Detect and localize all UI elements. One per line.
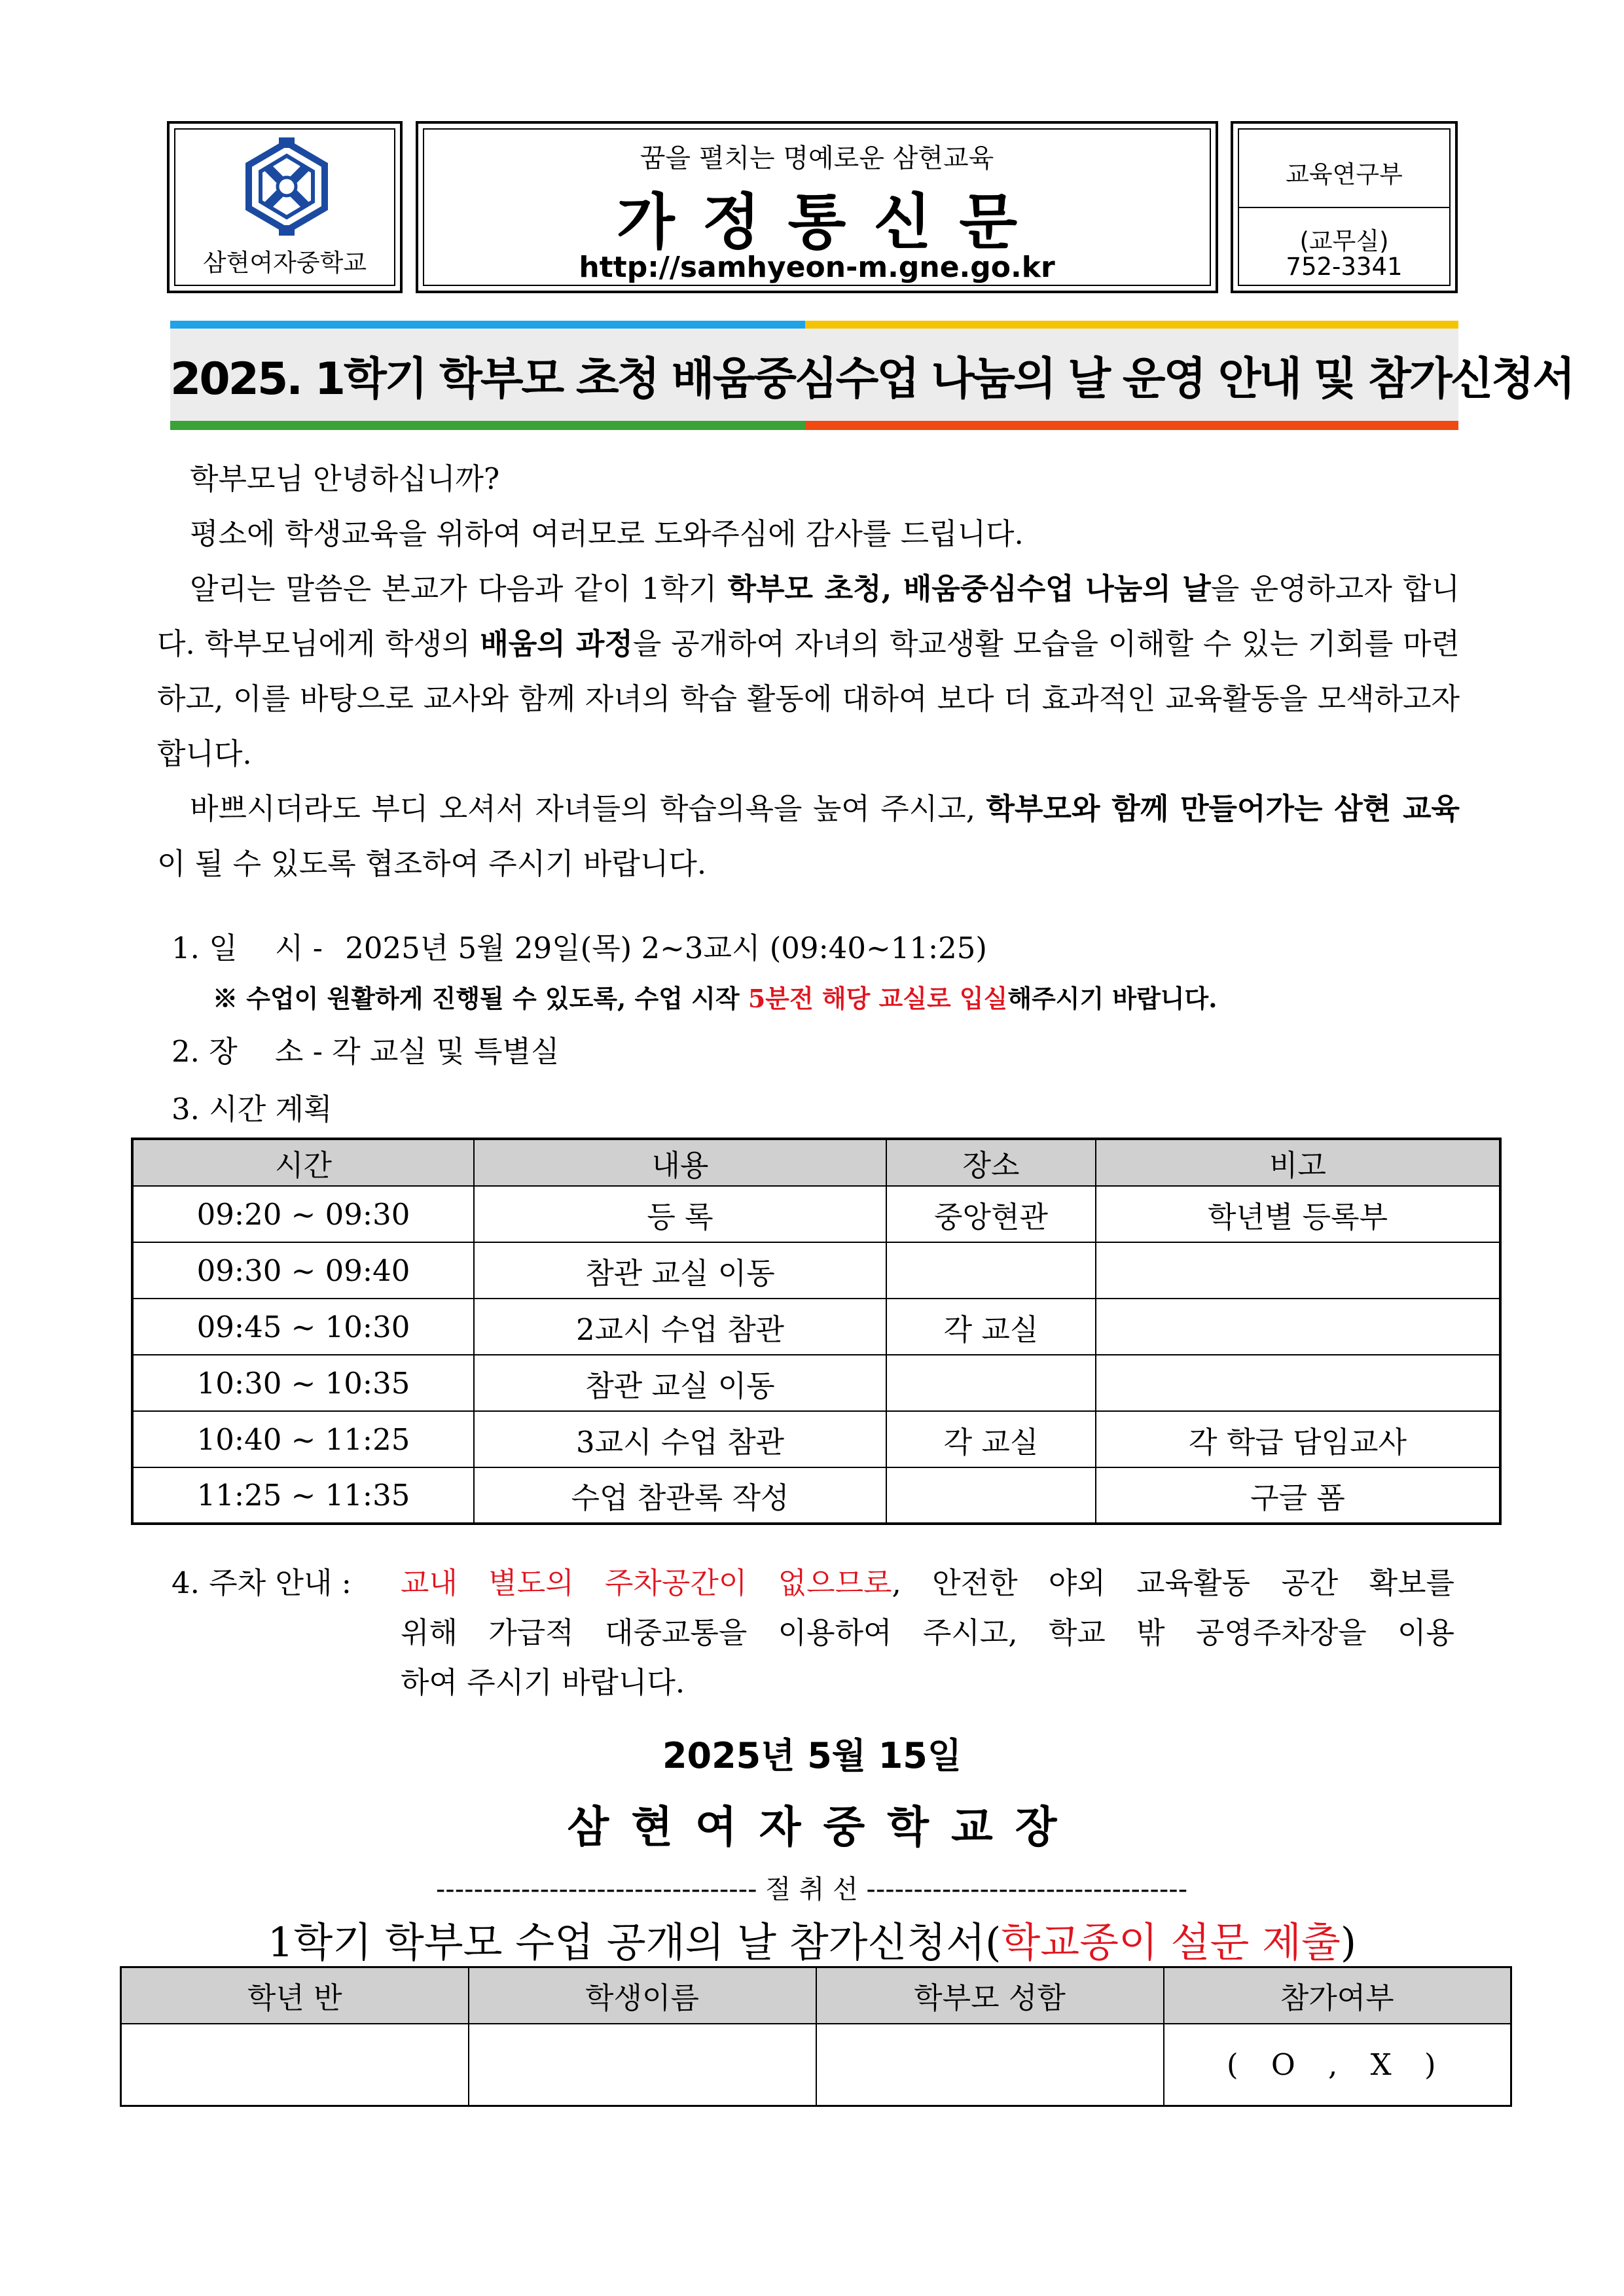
form-parent-name-field[interactable] (816, 2024, 1164, 2106)
table-row (132, 1299, 1500, 1355)
department-name: 교육연구부 (1286, 160, 1403, 188)
cell-time: 10:30 ~ 10:35 (132, 1355, 474, 1411)
issue-date: 2025년 5월 15일 (662, 1735, 962, 1776)
department-office: (교무실) (1299, 227, 1389, 255)
schedule-header-time: 시간 (132, 1139, 474, 1186)
item-date: 1. 일 시 - 2025년 5월 29일(목) 2~3교시 (09:40~11:25) (171, 931, 987, 965)
schedule-header-place: 장소 (886, 1139, 1096, 1186)
principal-name: 삼현여자중학교장 (567, 1802, 1079, 1852)
department-divider (1239, 207, 1449, 208)
school-name: 삼현여자중학교 (202, 249, 367, 277)
cell-place (886, 1467, 1096, 1524)
department-box (1231, 121, 1458, 293)
schedule-table (131, 1138, 1502, 1525)
form-header-class: 학년 반 (121, 1967, 469, 2024)
cell-content: 등 록 (474, 1186, 886, 1242)
form-header-student-name: 학생이름 (469, 1967, 816, 2024)
form-attendance-field[interactable]: ( O , X ) (1164, 2024, 1511, 2106)
cut-line: ---------------------------------- 절 취 선 ---------------------------------- (435, 1874, 1188, 1905)
table-row (132, 1467, 1500, 1524)
cell-time: 10:40 ~ 11:25 (132, 1411, 474, 1467)
banner-bar-bottom-right (805, 421, 1458, 430)
item-schedule-label: 3. 시간 계획 (171, 1092, 333, 1126)
slogan: 꿈을 펼치는 명예로운 삼현교육 (640, 143, 994, 173)
schedule-header-note: 비고 (1096, 1139, 1500, 1186)
cell-time: 11:25 ~ 11:35 (132, 1467, 474, 1524)
schedule-header-content: 내용 (474, 1139, 886, 1186)
cell-note (1096, 1242, 1500, 1299)
banner-bar-top-left (170, 321, 805, 329)
cell-content: 3교시 수업 참관 (474, 1411, 886, 1467)
table-row (132, 1355, 1500, 1411)
department-phone: 752-3341 (1286, 253, 1403, 281)
cell-time: 09:30 ~ 09:40 (132, 1242, 474, 1299)
table-row (121, 2024, 1511, 2106)
cell-note: 구글 폼 (1096, 1467, 1500, 1524)
school-logo-box (167, 121, 403, 293)
form-title: 1학기 학부모 수업 공개의 날 참가신청서(학교종이 설문 제출) (267, 1918, 1357, 1966)
thanks-line: 평소에 학생교육을 위하여 여러모로 도와주심에 감사를 드립니다. (190, 516, 1024, 551)
cell-content: 참관 교실 이동 (474, 1242, 886, 1299)
cell-place (886, 1355, 1096, 1411)
banner-bar-top-right (805, 321, 1458, 329)
banner-title: 2025. 1학기 학부모 초청 배움중심수업 나눔의 날 운영 안내 및 참가신청서 (170, 353, 1574, 405)
cell-note (1096, 1355, 1500, 1411)
form-class-field[interactable] (121, 2024, 469, 2106)
intro-paragraph-2: 알리는 말씀은 본교가 다음과 같이 1학기 학부모 초청, 배움중심수업 나눔의 날을 운영하고자 합니다. 학부모님에게 학생의 배움의 과정을 공개하여 자녀의 학교생활 모습을 이해할 수 있는 기회를 마련하고, 이를 바탕으로 교사와 함께 자녀의 학습 활동에 대하여 보다 더 효과적인 교육활동을 모색하고자 합니다. (157, 571, 1460, 771)
newsletter-title: 가정통신문 (616, 187, 1045, 257)
item-parking-label: 4. 주차 안내 : (171, 1566, 352, 1600)
form-header-parent-name: 학부모 성함 (816, 1967, 1164, 2024)
cell-place (886, 1242, 1096, 1299)
intro-paragraph-3: 바쁘시더라도 부디 오셔서 자녀들의 학습의욕을 높여 주시고, 학부모와 함께 만들어가는 삼현 교육이 될 수 있도록 협조하여 주시기 바랍니다. (157, 791, 1460, 881)
cell-note (1096, 1299, 1500, 1355)
form-header-attendance: 참가여부 (1164, 1967, 1511, 2024)
parking-line-3: 하여 주시기 바랍니다. (401, 1665, 685, 1700)
cell-place: 각 교실 (886, 1411, 1096, 1467)
cell-place: 각 교실 (886, 1299, 1096, 1355)
banner-bar-bottom-left (170, 421, 805, 430)
cell-time: 09:20 ~ 09:30 (132, 1186, 474, 1242)
cell-content: 2교시 수업 참관 (474, 1299, 886, 1355)
cell-place: 중앙현관 (886, 1186, 1096, 1242)
parking-line-1: 교내 별도의 주차공간이 없으므로, 안전한 야외 교육활동 공간 확보를 (401, 1566, 1454, 1600)
form-student-name-field[interactable] (469, 2024, 816, 2106)
cell-content: 참관 교실 이동 (474, 1355, 886, 1411)
table-row (132, 1186, 1500, 1242)
item-place: 2. 장 소 - 각 교실 및 특별실 (171, 1034, 560, 1069)
cell-note: 각 학급 담임교사 (1096, 1411, 1500, 1467)
newsletter-title-box (416, 121, 1218, 293)
school-url[interactable]: http://samhyeon-m.gne.go.kr (579, 251, 1055, 284)
table-row (132, 1411, 1500, 1467)
cell-note: 학년별 등록부 (1096, 1186, 1500, 1242)
school-emblem-icon (241, 137, 333, 236)
cell-content: 수업 참관록 작성 (474, 1467, 886, 1524)
greeting: 학부모님 안녕하십니까? (190, 461, 500, 496)
parking-line-2: 위해 가급적 대중교통을 이용하여 주시고, 학교 밖 공영주차장을 이용 (401, 1615, 1454, 1650)
table-row (132, 1242, 1500, 1299)
item-date-note: ※ 수업이 원활하게 진행될 수 있도록, 수업 시작 5분전 해당 교실로 입실해주시기 바랍니다. (213, 984, 1218, 1013)
application-form-table (120, 1966, 1512, 2107)
cell-time: 09:45 ~ 10:30 (132, 1299, 474, 1355)
